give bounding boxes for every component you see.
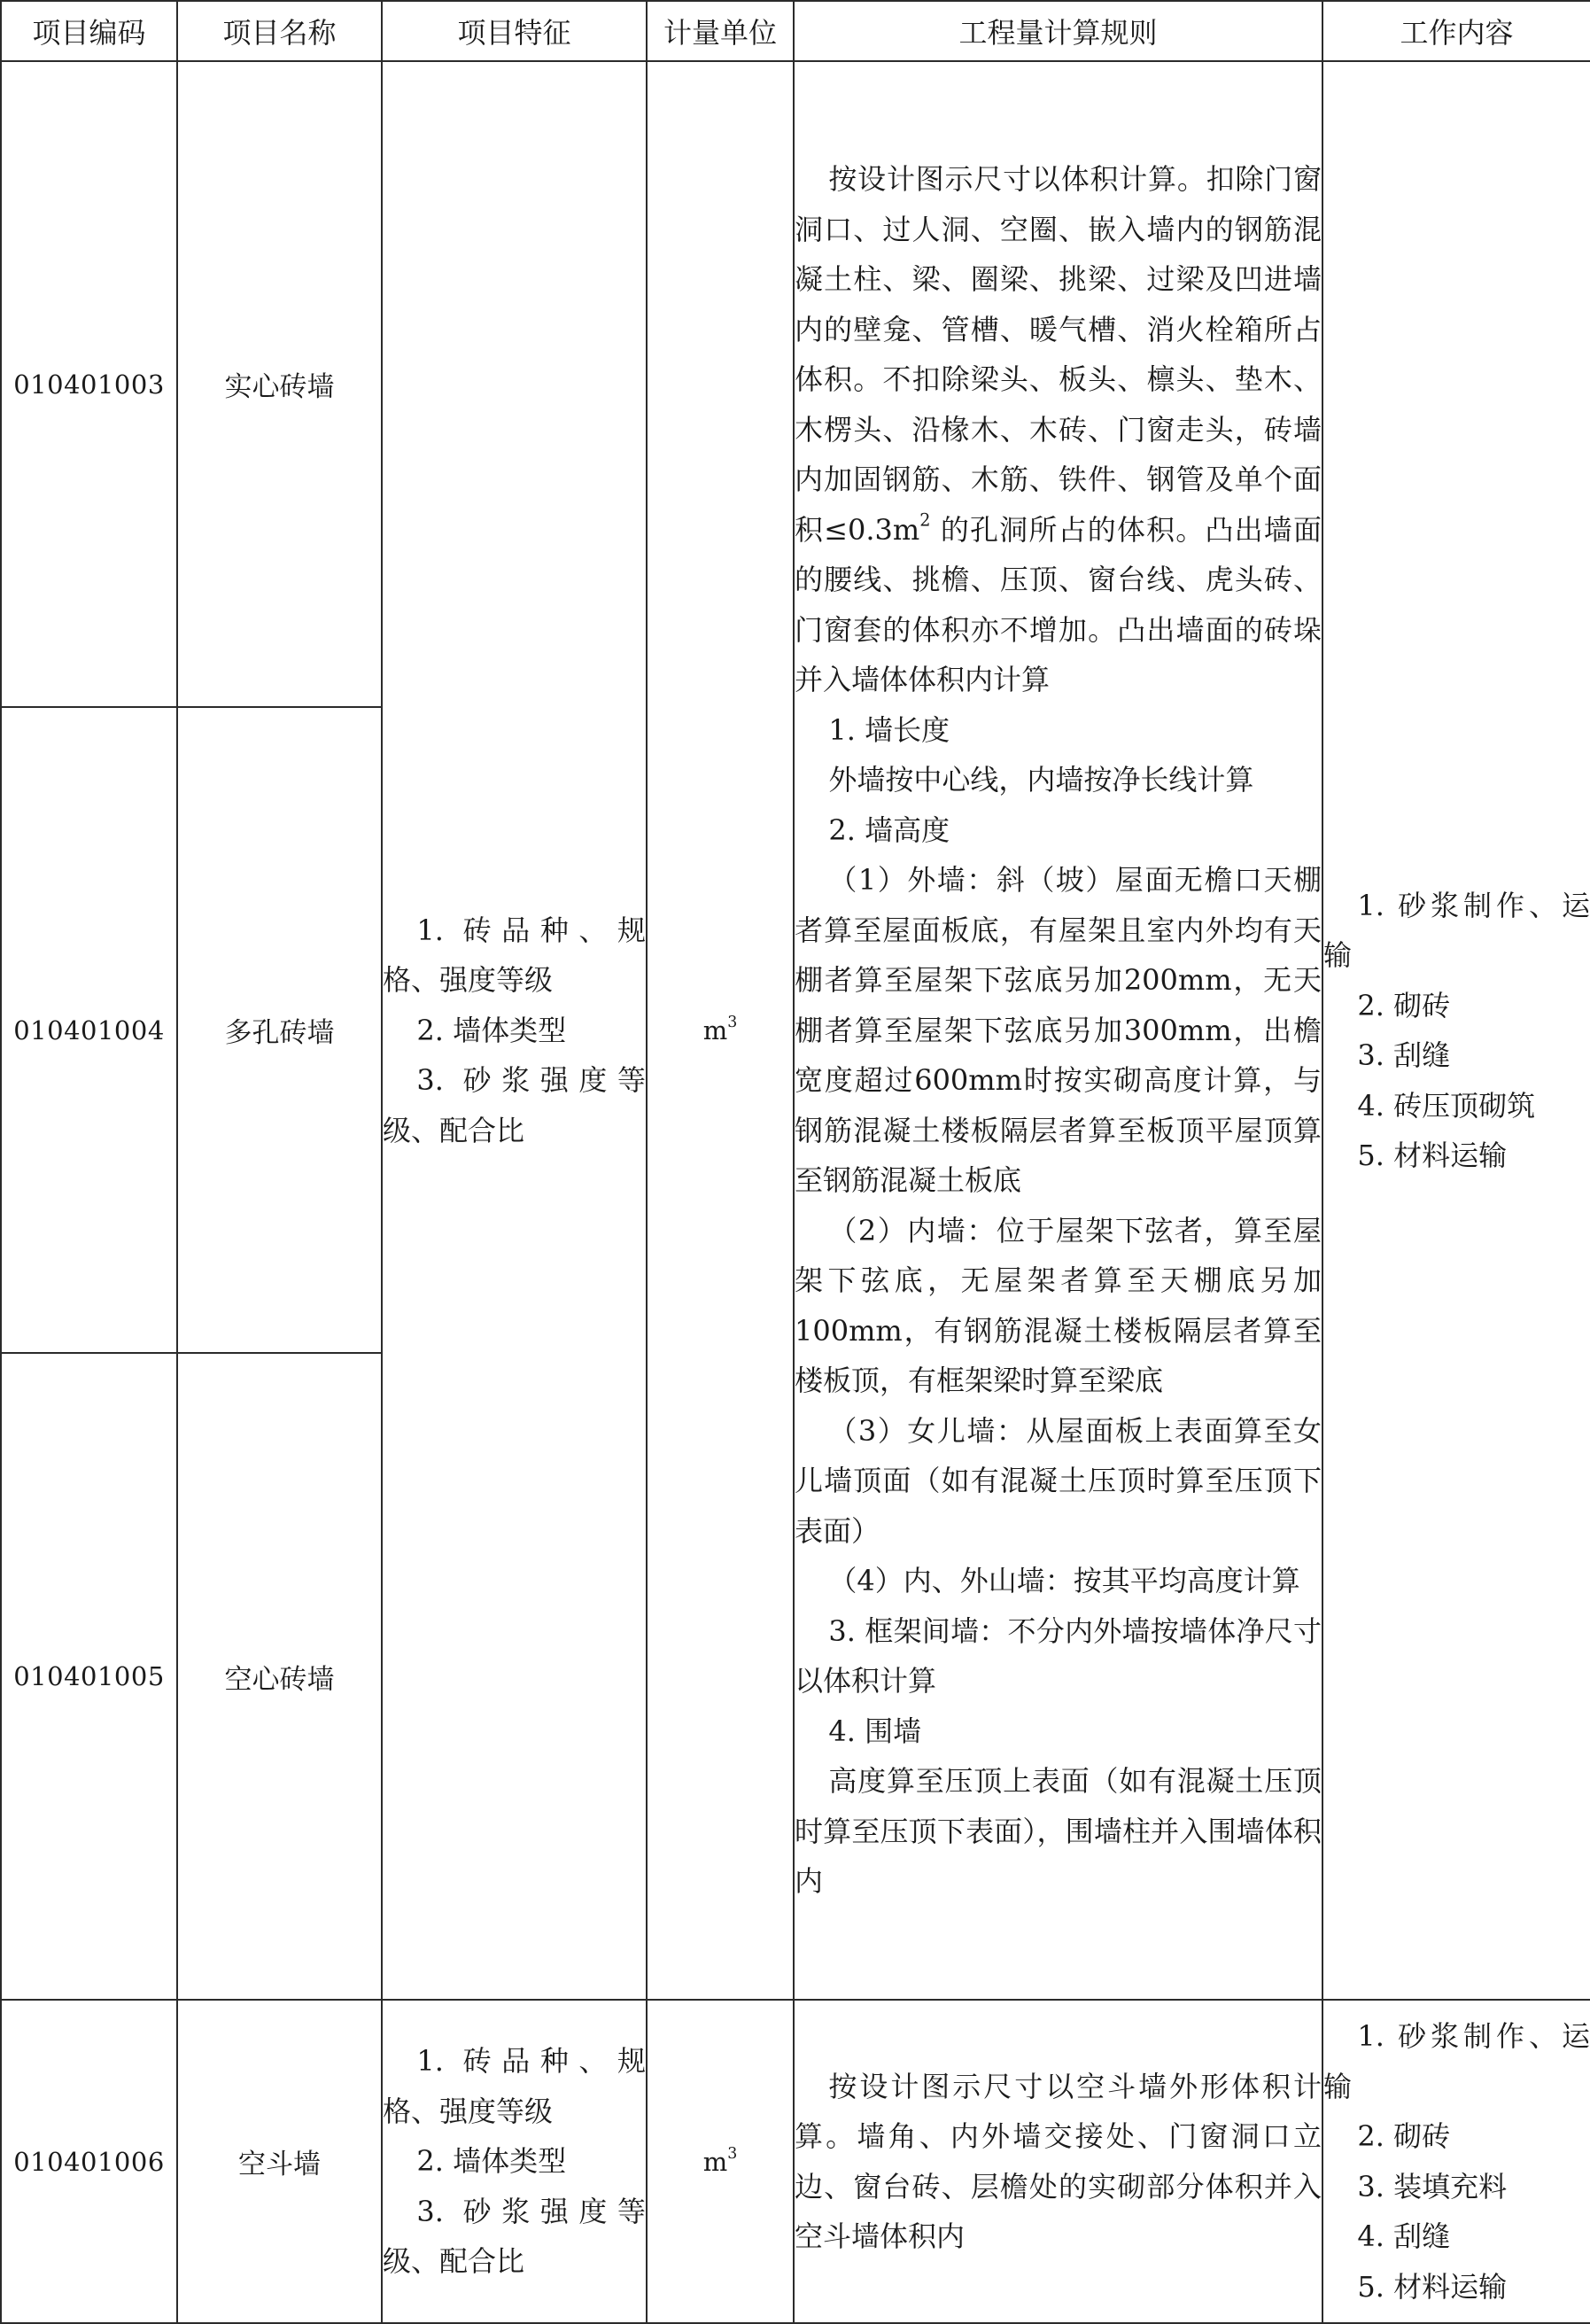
feature-line: 3. 砂浆强度等级、配合比 xyxy=(383,1063,646,1147)
feature-line: 2. 墙体类型 xyxy=(416,2144,567,2179)
header-code: 项目编码 xyxy=(1,1,177,61)
work-cell xyxy=(1322,61,1590,2000)
feature-line: 3. 砂浆强度等级、配合比 xyxy=(383,2194,646,2279)
header-features: 项目特征 xyxy=(382,1,647,61)
item-code: 010401006 xyxy=(1,2000,177,2323)
work-cell xyxy=(1322,2000,1590,2323)
work-line: 2. 砌砖 xyxy=(1357,2119,1451,2153)
unit-exp: 3 xyxy=(727,1014,738,1032)
item-name: 空心砖墙 xyxy=(177,1353,382,2000)
work-line: 4. 砖压顶砌筑 xyxy=(1357,1088,1536,1123)
table-row xyxy=(1,61,1590,707)
work-line: 3. 刮缝 xyxy=(1357,1038,1451,1072)
table-row xyxy=(1,2000,1590,2323)
unit-cell xyxy=(647,61,794,2000)
header-unit: 计量单位 xyxy=(647,1,794,61)
item-name: 多孔砖墙 xyxy=(177,707,382,1353)
rules-cell xyxy=(794,2000,1322,2323)
feature-line: 1. 砖品种、规格、强度等级 xyxy=(383,913,646,998)
unit-base: m xyxy=(702,1015,728,1045)
work-line: 5. 材料运输 xyxy=(1357,2269,1508,2304)
unit-cell xyxy=(647,2000,794,2323)
rules-item: 3. 框架间墙：不分内外墙按墙体净尺寸以体积计算 xyxy=(795,1613,1322,1698)
rules-item: （3）女儿墙：从屋面板上表面算至女儿墙顶面（如有混凝土压顶时算至压顶下表面） xyxy=(795,1413,1322,1548)
rules-item: 外墙按中心线，内墙按净长线计算 xyxy=(828,763,1254,797)
rules-intro: 按设计图示尺寸以体积计算。扣除门窗洞口、过人洞、空圈、嵌入墙内的钢筋混凝土柱、梁、圈梁、挑梁、过梁及凹进墙内的壁龛、管槽、暖气槽、消火栓箱所占体积。不扣除梁头、板头、檩头、垫木、木楞头、沿椽木、木砖、门窗走头，砖墙内加固钢筋、木筋、铁件、钢管及单个面积$\le 0.3m^2$ 的孔洞所占的体积。凸出墙面的腰线、挑檐、压顶、窗台线、虎头砖、门窗套的体积亦不增加。凸出墙面的砖垛并入墙体体积内计算 xyxy=(795,162,1322,697)
rules-item: 4. 围墙 xyxy=(828,1714,922,1748)
item-code: 010401005 xyxy=(1,1353,177,2000)
rules-item: （2）内墙：位于屋架下弦者，算至屋架下弦底，无屋架者算至天棚底另加100mm，有钢筋混凝土楼板隔层者算至楼板顶，有框架梁时算至梁底 xyxy=(795,1213,1322,1398)
rules-item: 2. 墙高度 xyxy=(828,812,950,847)
feature-line: 2. 墙体类型 xyxy=(416,1013,567,1047)
unit-exp: 3 xyxy=(727,2144,738,2163)
rules-item: （4）内、外山墙：按其平均高度计算 xyxy=(828,1564,1300,1598)
item-name: 空斗墙 xyxy=(177,2000,382,2323)
work-line: 1. 砂浆制作、运输 xyxy=(1323,888,1590,972)
rules-item: （1）外墙：斜（坡）屋面无檐口天棚者算至屋面板底，有屋架且室内外均有天棚者算至屋架下弦底另加200mm，无天棚者算至屋架下弦底另加300mm，出檐宽度超过600mm时按实砌高度计算，与钢筋混凝土楼板隔层者算至板顶平屋顶算至钢筋混凝土板底 xyxy=(795,863,1322,1198)
item-code: 010401003 xyxy=(1,61,177,707)
features-cell xyxy=(382,2000,647,2323)
unit-base: m xyxy=(702,2146,728,2177)
item-code: 010401004 xyxy=(1,707,177,1353)
work-line: 1. 砂浆制作、运输 xyxy=(1323,2019,1590,2103)
work-line: 4. 刮缝 xyxy=(1357,2219,1451,2253)
features-cell xyxy=(382,61,647,2000)
rules-cell xyxy=(794,61,1322,2000)
header-work: 工作内容 xyxy=(1322,1,1590,61)
rules-item: 高度算至压顶上表面（如有混凝土压顶时算至压顶下表面），围墙柱并入围墙体积内 xyxy=(795,1764,1322,1899)
header-rules: 工程量计算规则 xyxy=(794,1,1322,61)
header-row xyxy=(1,1,1590,61)
work-line: 3. 装填充料 xyxy=(1357,2169,1508,2204)
feature-line: 1. 砖品种、规格、强度等级 xyxy=(383,2044,646,2128)
work-line: 5. 材料运输 xyxy=(1357,1139,1508,1172)
work-line: 2. 砌砖 xyxy=(1357,988,1451,1022)
rules-text: 按设计图示尺寸以空斗墙外形体积计算。墙角、内外墙交接处、门窗洞口立边、窗台砖、层檐处的实砌部分体积并入空斗墙体积内 xyxy=(795,2069,1322,2253)
rules-item: 1. 墙长度 xyxy=(828,712,950,747)
header-name: 项目名称 xyxy=(177,1,382,61)
item-name: 实心砖墙 xyxy=(177,61,382,707)
